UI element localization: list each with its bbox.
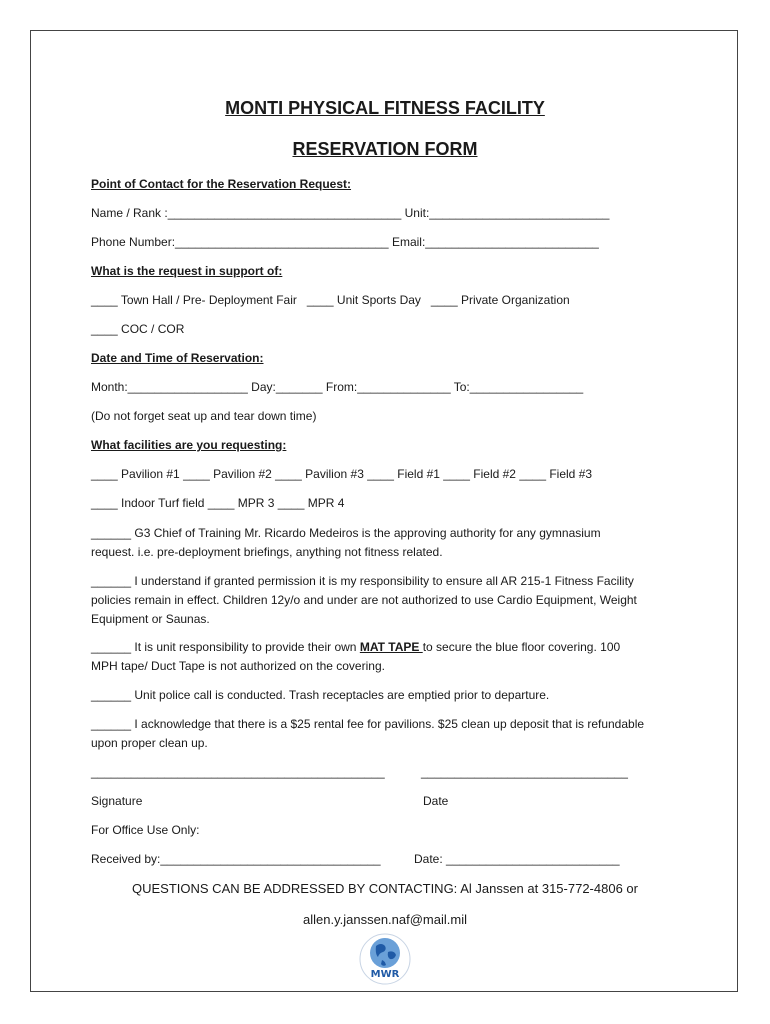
facilities-line-1[interactable]: ____ Pavilion #1 ____ Pavilion #2 ____ Pavilion #3 ____ Field #1 ____ Field #2 ____ Field #3 (91, 467, 593, 481)
mat-tape-paragraph-line-2: MPH tape/ Duct Tape is not authorized on the covering. (91, 659, 385, 673)
datetime-header: Date and Time of Reservation: (91, 351, 264, 365)
approval-paragraph-line-2: request. i.e. pre-deployment briefings, anything not fitness related. (91, 545, 443, 559)
police-call-paragraph[interactable]: ______ Unit police call is conducted. Trash receptacles are emptied prior to departure. (91, 688, 550, 702)
mwr-logo-icon (358, 932, 412, 986)
mwr-logo-text: MWR (370, 969, 400, 980)
contact-email: allen.y.janssen.naf@mail.mil (303, 912, 467, 927)
request-header: What is the request in support of: (91, 264, 283, 278)
signature-line[interactable]: ____________________________________________ (91, 765, 385, 779)
name-rank-unit-line[interactable]: Name / Rank :___________________________________ Unit:___________________________ (91, 206, 610, 220)
form-title-reservation: RESERVATION FORM (292, 139, 478, 159)
rental-fee-paragraph-line-1[interactable]: ______ I acknowledge that there is a $25 rental fee for pavilions. $25 clean up deposit that is refundable (91, 717, 645, 731)
received-by-line[interactable]: Received by:_________________________________ (91, 852, 381, 866)
form-title-facility: MONTI PHYSICAL FITNESS FACILITY (225, 98, 545, 118)
phone-email-line[interactable]: Phone Number:________________________________ Email:__________________________ (91, 235, 599, 249)
received-date-line[interactable]: Date: __________________________ (414, 852, 620, 866)
policy-paragraph-line-1[interactable]: ______ I understand if granted permission it is my responsibility to ensure all AR 215-1 Fitness Facility (91, 574, 634, 588)
approval-paragraph-line-1[interactable]: ______ G3 Chief of Training Mr. Ricardo Medeiros is the approving authority for any gymnasium (91, 526, 601, 540)
page-border (30, 30, 738, 992)
date-line[interactable]: _______________________________ (421, 765, 628, 779)
facilities-header: What facilities are you requesting: (91, 438, 287, 452)
datetime-line[interactable]: Month:__________________ Day:_______ From:______________ To:_________________ (91, 380, 584, 394)
mat-tape-text-post: to secure the blue floor covering. 100 (422, 640, 621, 654)
facilities-line-2[interactable]: ____ Indoor Turf field ____ MPR 3 ____ MPR 4 (91, 496, 345, 510)
signature-label: Signature (91, 794, 143, 808)
date-label: Date (423, 794, 449, 808)
rental-fee-paragraph-line-2: upon proper clean up. (91, 736, 208, 750)
poc-header: Point of Contact for the Reservation Request: (91, 177, 352, 191)
datetime-note: (Do not forget seat up and tear down time) (91, 409, 317, 423)
request-options-line-1[interactable]: ____ Town Hall / Pre- Deployment Fair ____ Unit Sports Day ____ Private Organization (91, 293, 570, 307)
mat-tape-emphasis: MAT TAPE (359, 640, 423, 654)
request-options-line-2[interactable]: ____ COC / COR (91, 322, 185, 336)
mat-tape-text-pre: ______ It is unit responsibility to provide their own (91, 640, 360, 654)
office-use-label: For Office Use Only: (91, 823, 200, 837)
mat-tape-paragraph-line-1[interactable] (91, 640, 620, 654)
policy-paragraph-line-2: policies remain in effect. Children 12y/o and under are not authorized to use Cardio Equipment, Weight (91, 593, 637, 607)
contact-line: QUESTIONS CAN BE ADDRESSED BY CONTACTING: Al Janssen at 315-772-4806 or (132, 881, 638, 896)
policy-paragraph-line-3: Equipment or Saunas. (91, 612, 210, 626)
